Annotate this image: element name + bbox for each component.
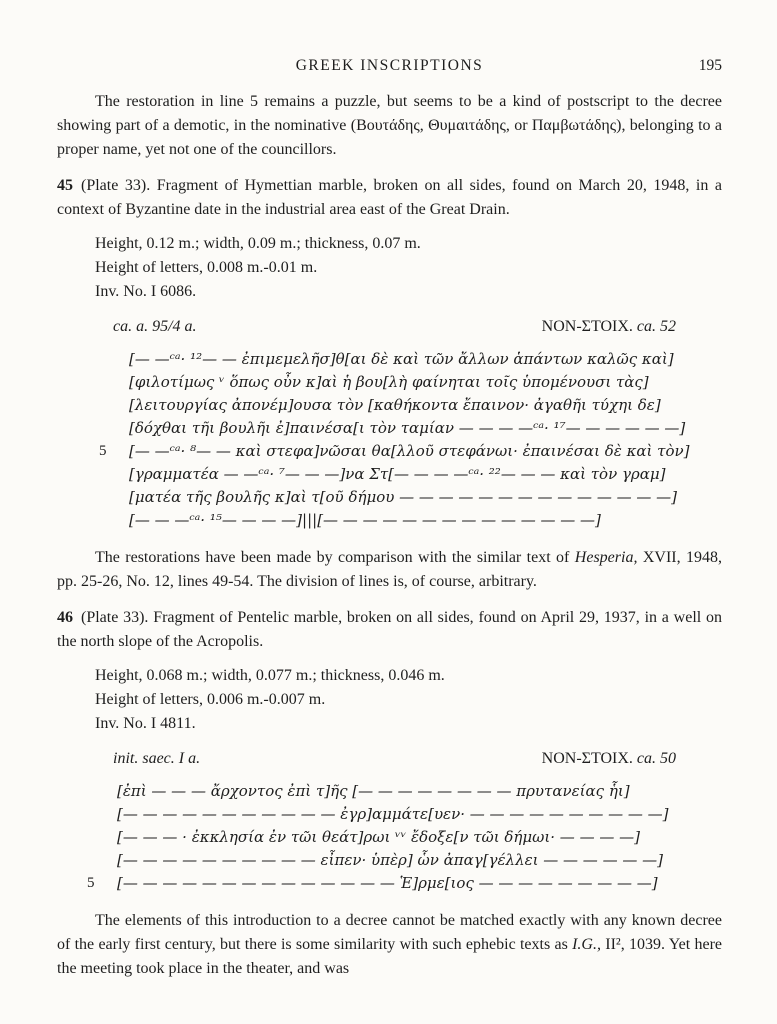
entry-45-measurements <box>95 232 722 304</box>
inscription-line-4: [δόχθαι τῆι βουλῆι ἐ]παινέσα[ι τὸν ταμίαν — — — —ᶜᵃ· ¹⁷— — — — — —] <box>129 419 686 437</box>
inscription-line-row <box>99 463 722 486</box>
inscription-line-row <box>87 780 722 803</box>
inscription-line-6: [γραμματέα — —ᶜᵃ· ⁷— — —]να Στ[— — — —ᶜᵃ· ²²— — — καὶ τὸν γραμ] <box>129 465 666 483</box>
inscription-line-row <box>87 849 722 872</box>
closing-text: The elements of this introduction to a decree cannot be matched exactly with any known decree of the early first century, but there is some similarity with such ephebic texts as <box>57 912 722 953</box>
inscription-line-row <box>99 371 722 394</box>
line-number-blank <box>87 849 117 872</box>
page-number: 195 <box>698 57 722 74</box>
stoich-ca: ca. 50 <box>636 750 676 767</box>
entry-45-description: (Plate 33). Fragment of Hymettian marble, broken on all sides, found on March 20, 1948, in a context of Byzantine date in the industrial area east of the Great Drain. <box>57 177 722 218</box>
restoration-note-text: The restorations have been made by comparison with the similar text of <box>95 549 575 566</box>
stoich-name: ΝΟΝ-ΣΤΟΙΧ. <box>541 318 633 335</box>
inscription-line-row <box>87 803 722 826</box>
line-number-blank <box>99 486 129 509</box>
entry-45-label-row <box>57 315 722 339</box>
stoich-name: ΝΟΝ-ΣΤΟΙΧ. <box>541 750 633 767</box>
entry-46-label-row <box>57 747 722 771</box>
line-number-blank <box>99 348 129 371</box>
inscription-line-row <box>99 509 722 532</box>
line-number-blank <box>99 394 129 417</box>
inscription-line-2: [φιλοτίμως ᵛ ὅπως οὖν κ]αὶ ἡ βου[λὴ φαίνηται τοῖς ὑπομένουσι τὰς] <box>129 373 649 391</box>
inscription-line-8: [— — —ᶜᵃ· ¹⁵— — — —]|||[— — — — — — — — — — — — — —] <box>129 511 601 529</box>
restoration-note-text: XVII, 1948, pp. 25-26, No. 12, lines 49-54. The division of lines is, of course, arbitrary. <box>57 549 723 590</box>
line-number-blank <box>99 463 129 486</box>
inscription-line-row <box>99 394 722 417</box>
journal-title: Hesperia, <box>574 549 638 566</box>
entry-45-number: 45 <box>57 177 73 194</box>
inscription-line-row <box>99 417 722 440</box>
inscription-line-row <box>99 486 722 509</box>
entry-45-date-label: ca. a. 95/4 a. <box>113 318 197 335</box>
entry-45-stoich-label <box>542 315 676 339</box>
page-title: GREEK INSCRIPTIONS <box>295 57 484 74</box>
entry-46-date-label: init. saec. I a. <box>113 750 201 767</box>
closing-paragraph <box>57 909 722 981</box>
line-number-blank <box>99 417 129 440</box>
inscription-line-1: [ἐπὶ — — — ἄρχοντος ἐπὶ τ]ῆς [— — — — — — — — πρυτανείας ἧι] <box>117 782 630 800</box>
intro-paragraph: The restoration in line 5 remains a puzzle, but seems to be a kind of postscript to the decree showing part of a demotic, in the nominative (Βουτάδης, Θυμαιτάδης, or Παμβωτάδης), belonging to a proper name, yet not one of the councillors. <box>57 93 722 158</box>
entry-46-inventory: Inv. No. I 4811. <box>95 715 196 732</box>
line-number-blank <box>99 371 129 394</box>
entry-45-inscription <box>99 348 722 532</box>
entry-45-heading <box>57 174 722 222</box>
inscription-line-row <box>99 348 722 371</box>
line-number-5: 5 <box>99 443 107 459</box>
corpus-title: I.G., <box>572 936 601 953</box>
inscription-line-row <box>87 826 722 849</box>
inscription-line-row <box>87 872 722 895</box>
inscription-line-3: [λειτουργίας ἀπονέμ]ουσα τὸν [καθήκοντα ἔπαινον· ἀγαθῆι τύχηι δε] <box>129 396 661 414</box>
entry-46-stoich-label <box>542 747 676 771</box>
entry-46-inscription <box>87 780 722 895</box>
entry-46-measurements <box>95 664 722 736</box>
inscription-line-1: [— —ᶜᵃ· ¹²— — ἐπιμεμελῆσ]θ[αι δὲ καὶ τῶν ἄλλων ἁπάντων καλῶς καὶ] <box>129 350 674 368</box>
entry-45-inventory: Inv. No. I 6086. <box>95 283 197 300</box>
inscription-line-5: [— —ᶜᵃ· ⁸— — καὶ στεφα]νῶσαι θα[λλοῦ στεφάνωι· ἐπαινέσαι δὲ καὶ τὸν] <box>129 442 690 460</box>
restoration-note-paragraph <box>57 546 722 594</box>
line-number-blank <box>99 509 129 532</box>
line-number-blank <box>87 780 117 803</box>
inscription-line-4: [— — — — — — — — — — εἶπεν· ὑπὲρ] ὧν ἀπαγ[γέλλει — — — — — —] <box>117 851 663 869</box>
entry-45-letter-height: Height of letters, 0.008 m.-0.01 m. <box>95 259 318 276</box>
line-number-5: 5 <box>87 875 95 891</box>
entry-46-heading <box>57 606 722 654</box>
entry-46-description: (Plate 33). Fragment of Pentelic marble, broken on all sides, found on April 29, 1937, in a well on the north slope of the Acropolis. <box>57 609 722 650</box>
entry-46-number: 46 <box>57 609 73 626</box>
inscription-line-2: [— — — — — — — — — — — ἐγρ]αμμάτε[υεν· — — — — — — — — — —] <box>117 805 669 823</box>
line-number-blank <box>87 826 117 849</box>
inscription-line-row <box>99 440 722 463</box>
entry-46-letter-height: Height of letters, 0.006 m.-0.007 m. <box>95 691 326 708</box>
inscription-line-5: [— — — — — — — — — — — — — — Ἑ]ρμε[ιος — — — — — — — — —] <box>117 874 658 892</box>
inscription-line-7: [ματέα τῆς βουλῆς κ]αὶ τ[οῦ δήμου — — — — — — — — — — — — — —] <box>129 488 677 506</box>
stoich-ca: ca. 52 <box>636 318 676 335</box>
inscription-line-3: [— — — · ἐκκλησία ἐν τῶι θεάτ]ρωι ᵛᵛ ἔδοξε[ν τῶι δήμωι· — — — —] <box>117 828 640 846</box>
page-header <box>57 54 722 78</box>
closing-text: II², 1039. Yet here the meeting took place in the theater, and was <box>57 936 723 977</box>
entry-46-dimensions: Height, 0.068 m.; width, 0.077 m.; thickness, 0.046 m. <box>95 667 445 684</box>
line-number-blank <box>87 803 117 826</box>
entry-45-dimensions: Height, 0.12 m.; width, 0.09 m.; thickness, 0.07 m. <box>95 235 421 252</box>
